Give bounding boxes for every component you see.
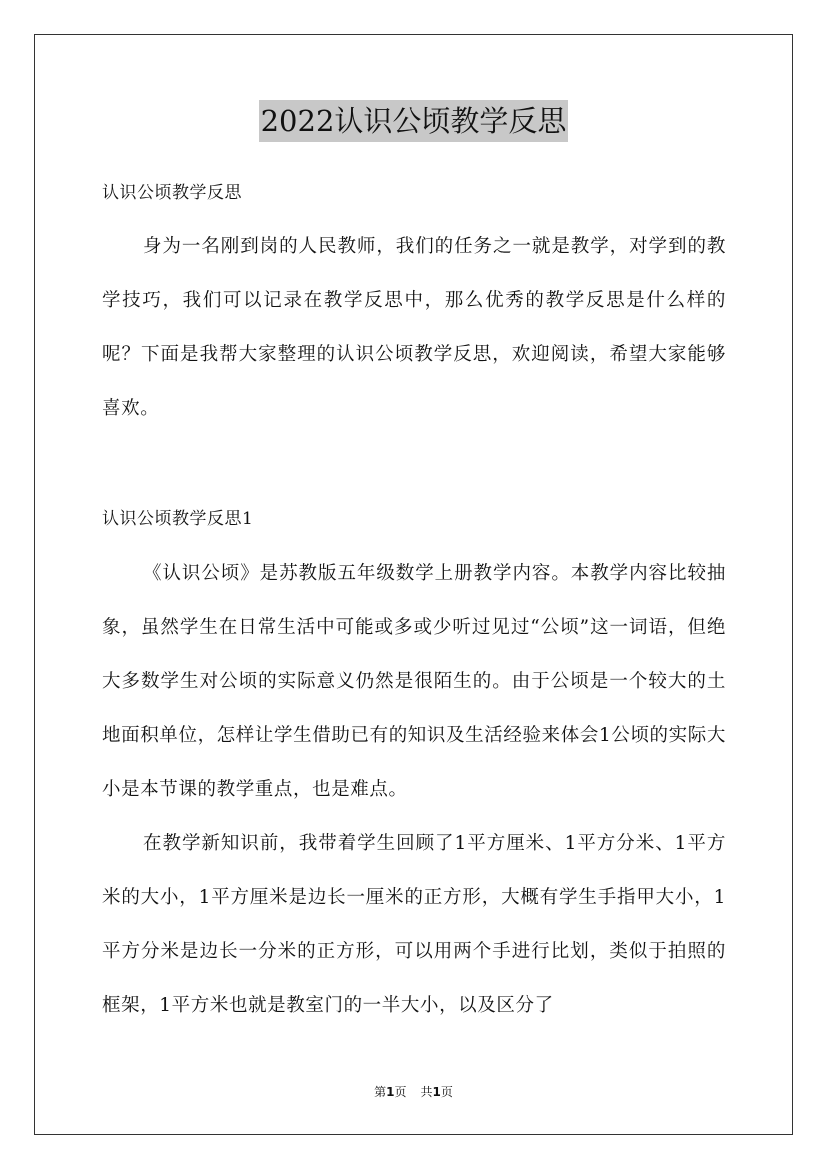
footer-total-prefix: 共 — [420, 1085, 433, 1099]
title-container — [0, 100, 827, 142]
footer-total-suffix: 页 — [440, 1085, 453, 1099]
footer-page-suffix: 页 — [394, 1085, 407, 1099]
footer-page-current: 1 — [386, 1085, 395, 1099]
page-footer — [0, 1084, 827, 1100]
document-subtitle: 认识公顷教学反思 — [102, 183, 242, 203]
footer-page-total: 1 — [432, 1085, 441, 1099]
section-heading-1: 认识公顷教学反思1 — [102, 509, 254, 529]
section-1-paragraph-1: 《认识公顷》是苏教版五年级数学上册教学内容。本教学内容比较抽象，虽然学生在日常生活中可能或多或少听过见过“公顷”这一词语，但绝大多数学生对公顷的实际意义仍然是很陌生的。由于公顷是一个较大的土地面积单位，怎样让学生借助已有的知识及生活经验来体会1公顷的实际大小是本节课的教学重点，也是难点。 — [102, 563, 726, 800]
intro-paragraph: 身为一名刚到岗的人民教师，我们的任务之一就是教学，对学到的教学技巧，我们可以记录在教学反思中，那么优秀的教学反思是什么样的呢？下面是我帮大家整理的认识公顷教学反思，欢迎阅读，希望大家能够喜欢。 — [102, 236, 726, 419]
document-title: 2022认识公顷教学反思 — [259, 100, 569, 142]
footer-page-prefix: 第 — [374, 1085, 387, 1099]
section-1-paragraph-2: 在教学新知识前，我带着学生回顾了1平方厘米、1平方分米、1平方米的大小，1平方厘米是边长一厘米的正方形，大概有学生手指甲大小，1平方分米是边长一分米的正方形，可以用两个手进行比划，类似于拍照的框架，1平方米也就是教室门的一半大小，以及区分了 — [102, 833, 726, 1016]
